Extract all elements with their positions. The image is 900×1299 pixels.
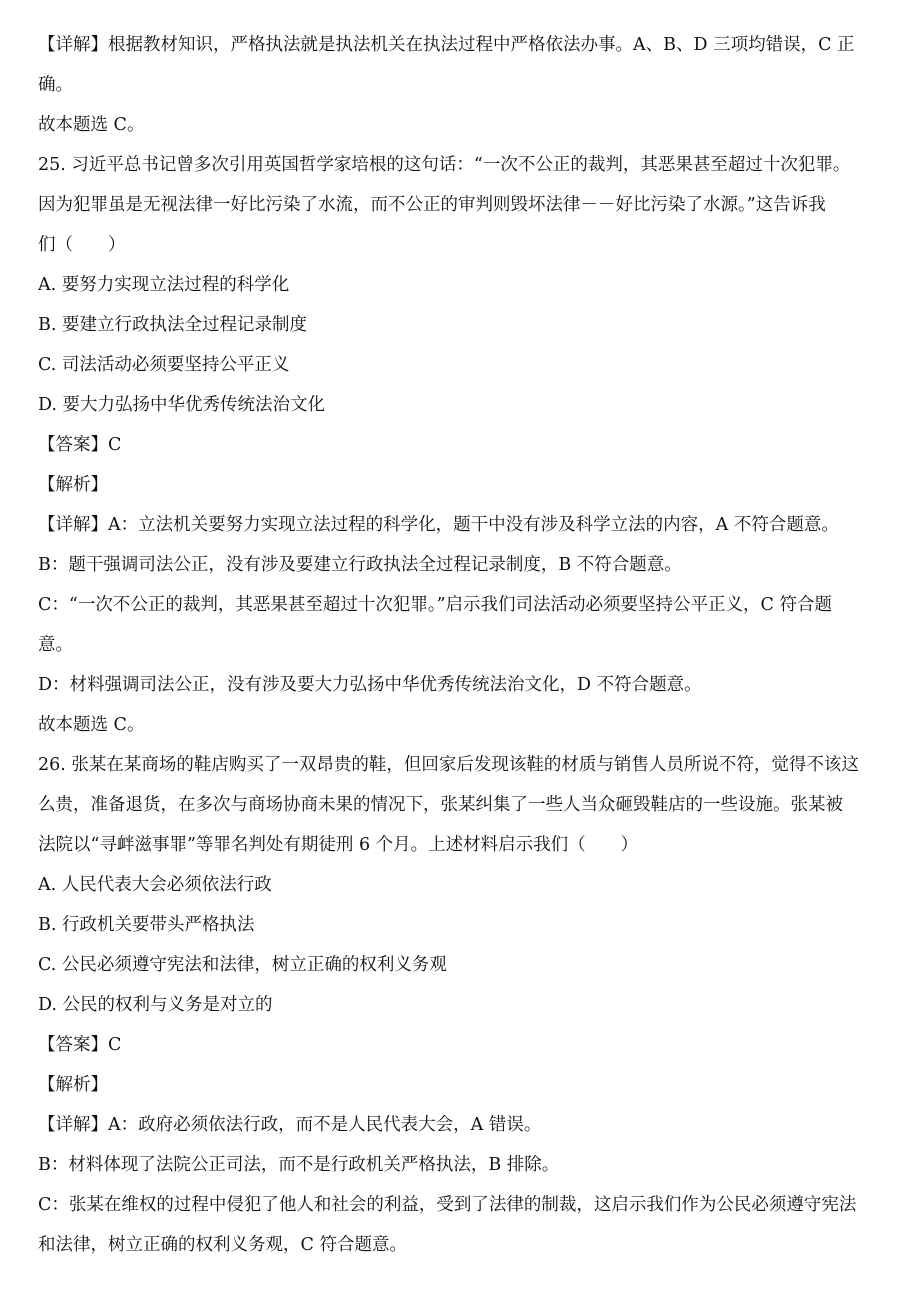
question-26-explanation: C：张某在维权的过程中侵犯了他人和社会的利益，受到了法律的制裁，这启示我们作为公民必须遵守宪法 [38, 1195, 857, 1215]
question-25-explanation: 意。 [38, 635, 73, 655]
question-25-stem: 们（ ） [38, 235, 126, 255]
question-26-option-a: A. 人民代表大会必须依法行政 [38, 875, 272, 895]
explanation-line: 确。 [38, 75, 73, 95]
question-26-option-d: D. 公民的权利与义务是对立的 [38, 995, 273, 1015]
question-25-explanation: D：材料强调司法公正，没有涉及要大力弘扬中华优秀传统法治文化，D 不符合题意。 [38, 675, 702, 695]
question-26-option-c: C. 公民必须遵守宪法和法律，树立正确的权利义务观 [38, 955, 447, 975]
question-26-answer: 【答案】C [38, 1035, 122, 1055]
question-25-explanation: B：题干强调司法公正，没有涉及要建立行政执法全过程记录制度，B 不符合题意。 [38, 555, 682, 575]
question-26-analysis-label: 【解析】 [38, 1075, 108, 1095]
question-25-option-b: B. 要建立行政执法全过程记录制度 [38, 315, 307, 335]
question-25-answer: 【答案】C [38, 435, 122, 455]
question-25-explanation: C：“一次不公正的裁判，其恶果甚至超过十次犯罪。”启示我们司法活动必须要坚持公平正义，C 符合题 [38, 595, 832, 615]
question-26-stem: 26. 张某在某商场的鞋店购买了一双昂贵的鞋，但回家后发现该鞋的材质与销售人员所说不符，觉得不该这 [38, 755, 859, 775]
question-26-stem: 法院以“寻衅滋事罪”等罪名判处有期徒刑 6 个月。上述材料启示我们（ ） [38, 835, 639, 855]
question-26-option-b: B. 行政机关要带头严格执法 [38, 915, 255, 935]
question-25-option-c: C. 司法活动必须要坚持公平正义 [38, 355, 290, 375]
question-26-explanation: B：材料体现了法院公正司法，而不是行政机关严格执法，B 排除。 [38, 1155, 560, 1175]
conclusion-line: 故本题选 C。 [38, 115, 145, 135]
question-25-explanation: 【详解】A：立法机关要努力实现立法过程的科学化，题干中没有涉及科学立法的内容，A 不符合题意。 [38, 515, 839, 535]
question-26-explanation: 【详解】A：政府必须依法行政，而不是人民代表大会，A 错误。 [38, 1115, 542, 1135]
question-25-stem: 因为犯罪虽是无视法律一好比污染了水流，而不公正的审判则毁坏法律－－好比污染了水源。”这告诉我 [38, 195, 826, 215]
explanation-line: 【详解】根据教材知识，严格执法就是执法机关在执法过程中严格依法办事。A、B、D 三项均错误，C 正 [38, 35, 855, 55]
question-26-explanation: 和法律，树立正确的权利义务观，C 符合题意。 [38, 1235, 407, 1255]
question-25-option-d: D. 要大力弘扬中华优秀传统法治文化 [38, 395, 326, 415]
question-25-conclusion: 故本题选 C。 [38, 715, 145, 735]
question-25-analysis-label: 【解析】 [38, 475, 108, 495]
question-25-option-a: A. 要努力实现立法过程的科学化 [38, 275, 290, 295]
question-25-stem: 25. 习近平总书记曾多次引用英国哲学家培根的这句话：“一次不公正的裁判，其恶果甚至超过十次犯罪。 [38, 155, 851, 175]
question-26-stem: 么贵，准备退货，在多次与商场协商未果的情况下，张某纠集了一些人当众砸毁鞋店的一些设施。张某被 [38, 795, 843, 815]
